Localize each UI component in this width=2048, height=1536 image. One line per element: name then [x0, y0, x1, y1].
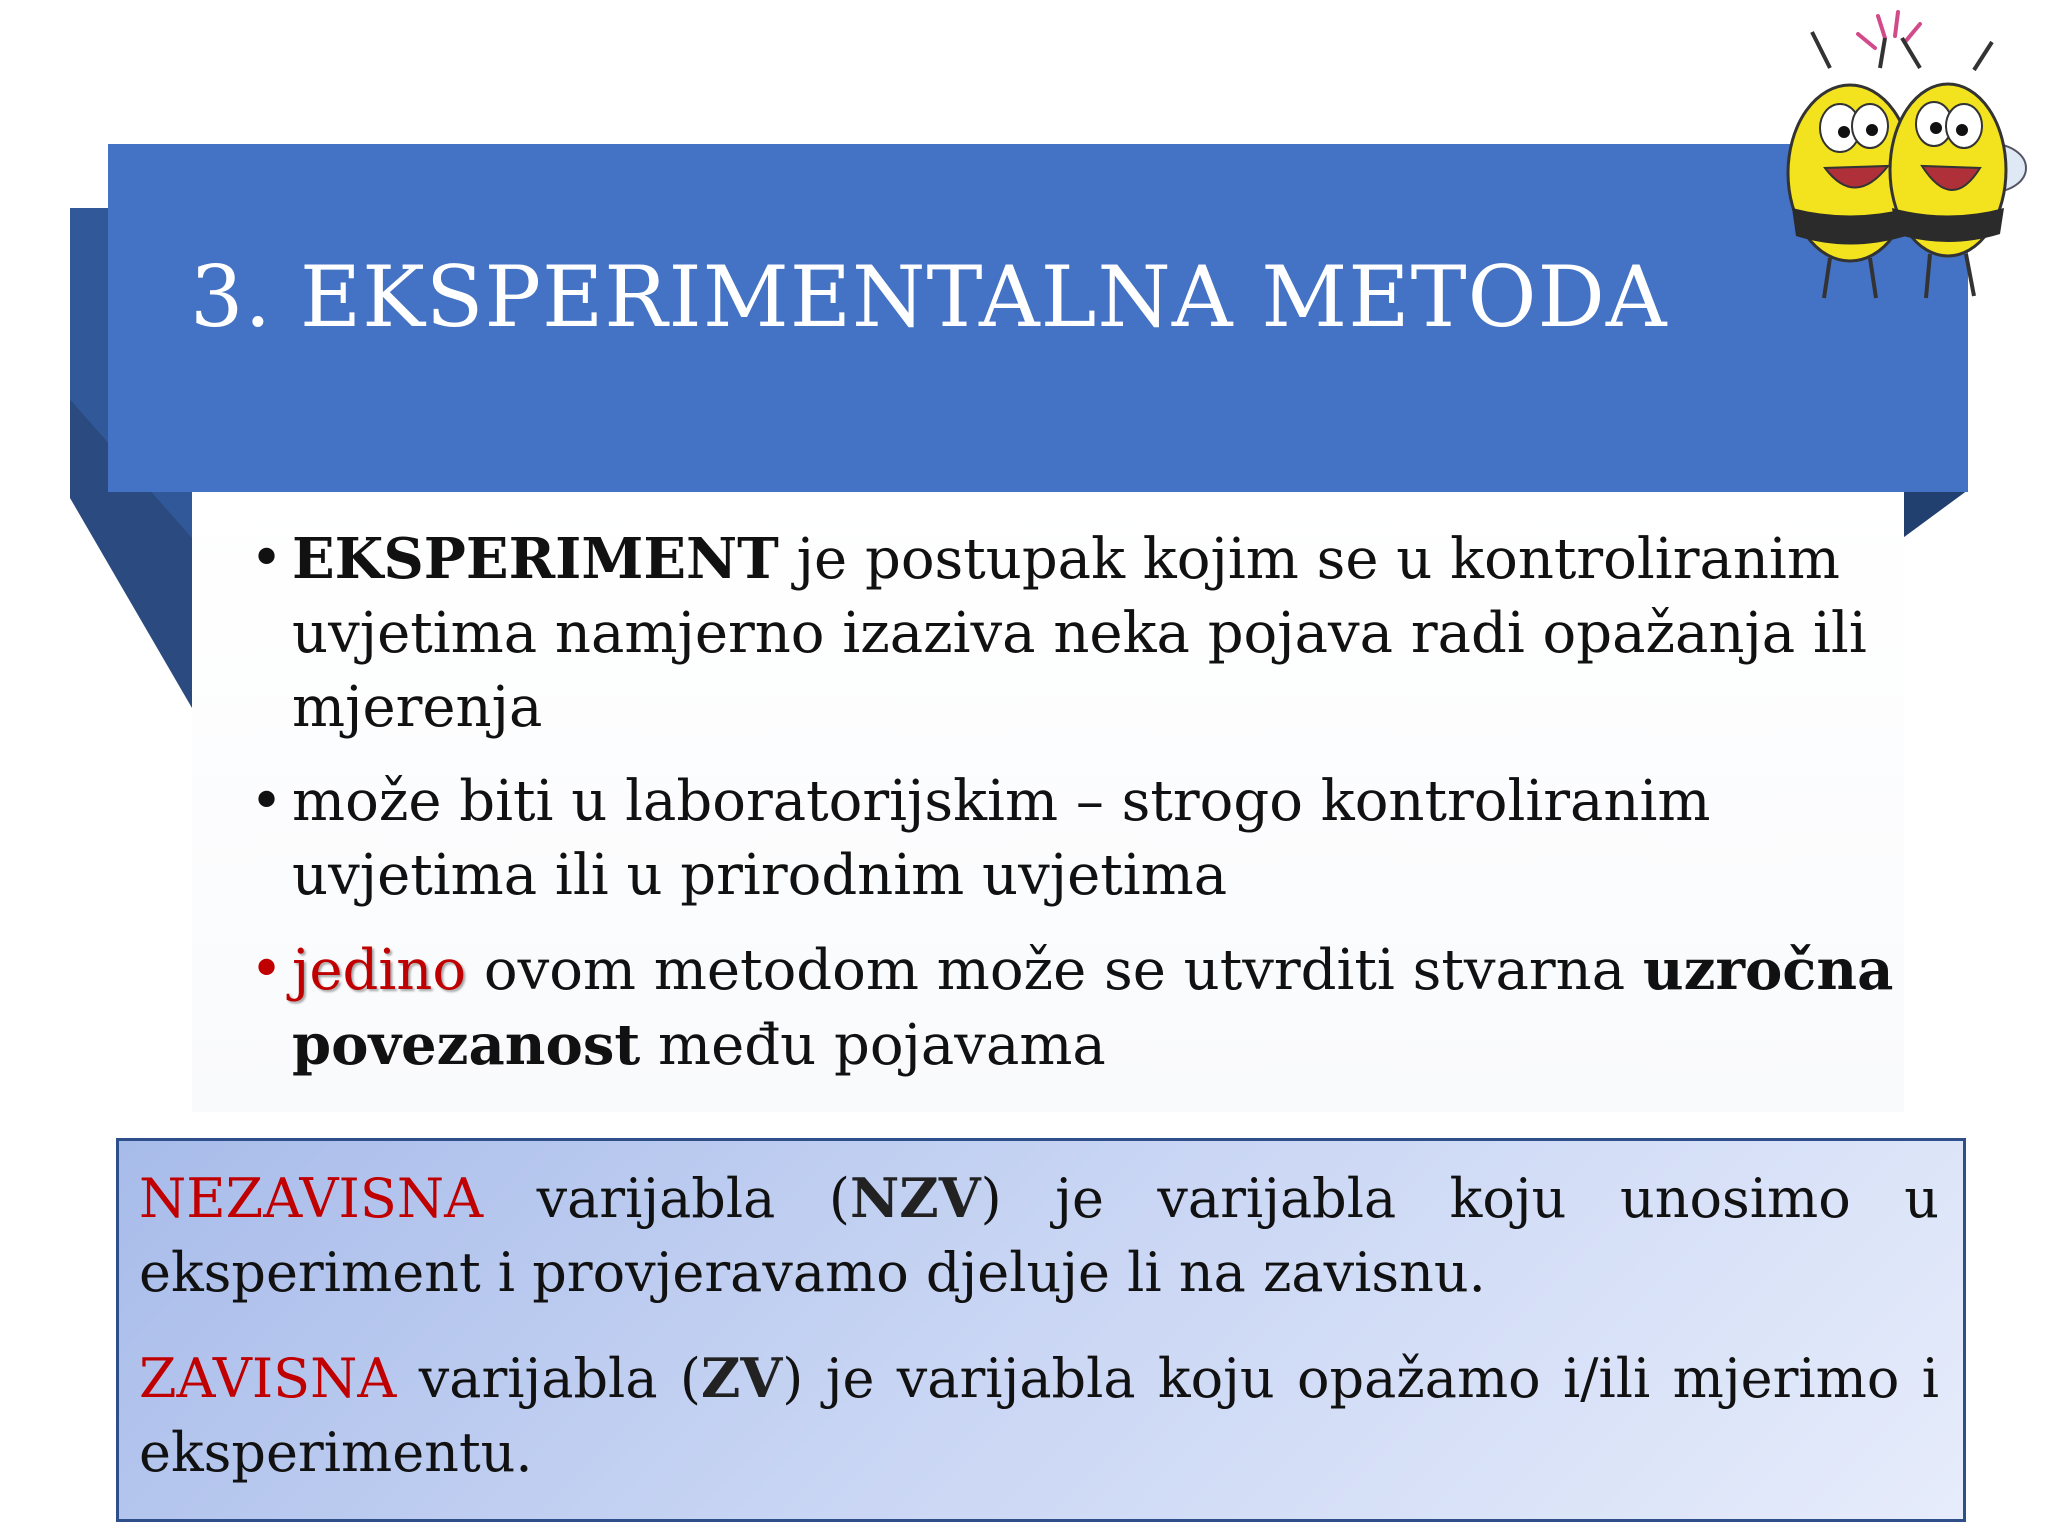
definition-text: ) je varijabla koju unosimo u eksperiment i provjeravamo djeluje li na zavisnu. — [139, 1167, 1940, 1304]
bullet-bold-phrase: uzročna povezanost — [292, 937, 1894, 1078]
bullet-text-tail: među pojavama — [640, 1013, 1106, 1078]
bullet-item — [250, 522, 1900, 745]
bullet-dot: • — [250, 526, 284, 591]
definition-term: ZAVISNA — [139, 1347, 397, 1410]
definitions-box — [116, 1138, 1966, 1522]
bullet-lead-term: EKSPERIMENT — [292, 526, 779, 592]
definition-word: varijabla ( — [396, 1347, 701, 1410]
bullet-dot: • — [250, 937, 284, 1002]
bees-mascot-icon — [1730, 8, 2048, 308]
definition-term: NEZAVISNA — [139, 1167, 484, 1230]
ribbon-fold-right — [1900, 490, 1968, 540]
definition-text: ) je varijabla koju opažamo i/ili mjerimo i eksperimentu. — [139, 1347, 1939, 1484]
definition-word: varijabla ( — [483, 1167, 850, 1230]
bullet-dot: • — [250, 769, 284, 834]
bullet-lead-red: jedino — [292, 938, 467, 1003]
bullet-item — [250, 933, 1900, 1083]
slide-title: 3. EKSPERIMENTALNA METODA — [190, 248, 1668, 346]
definition-dependent-variable — [139, 1341, 1939, 1490]
bullet-item — [250, 765, 1900, 913]
definition-abbr: NZV — [849, 1166, 981, 1230]
definition-abbr: ZV — [700, 1346, 783, 1410]
bullet-text: ovom metodom može se utvrditi stvarna — [466, 938, 1643, 1003]
bullet-list — [250, 522, 1900, 1103]
bullet-text: može biti u laboratorijskim – strogo kontroliranim uvjetima ili u prirodnim uvjetima — [292, 769, 1711, 908]
definition-independent-variable — [139, 1161, 1939, 1310]
bullet-text: je postupak kojim se u kontroliranim uvjetima namjerno izaziva neka pojava radi opažanja ili mjerenja — [292, 527, 1867, 740]
